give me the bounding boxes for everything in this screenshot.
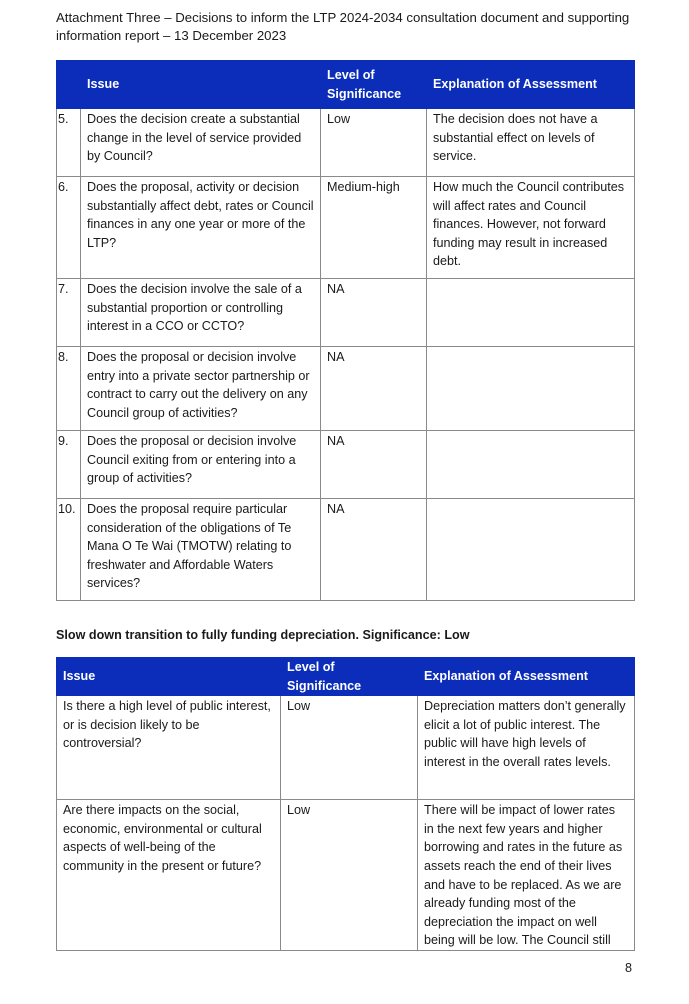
significance-table-2 bbox=[56, 657, 635, 951]
row-level: Medium-high bbox=[321, 177, 427, 279]
table-row bbox=[57, 347, 635, 431]
row-issue: Are there impacts on the social, economic, environmental or cultural aspects of well-being of the community in the present or future? bbox=[57, 800, 281, 951]
row-number: 6. bbox=[57, 177, 81, 279]
row-explanation bbox=[427, 279, 635, 347]
section-heading: Slow down transition to fully funding depreciation. Significance: Low bbox=[56, 628, 470, 642]
row-explanation: How much the Council contributes will affect rates and Council finances. However, not forward funding may result in increased debt. bbox=[427, 177, 635, 279]
row-level: NA bbox=[321, 347, 427, 431]
row-level: Low bbox=[321, 109, 427, 177]
table-row bbox=[57, 431, 635, 499]
row-issue: Does the proposal, activity or decision substantially affect debt, rates or Council finances in any one year or more of the LTP? bbox=[81, 177, 321, 279]
row-number: 9. bbox=[57, 431, 81, 499]
column-header-level: Level of Significance bbox=[321, 61, 427, 109]
row-explanation bbox=[427, 347, 635, 431]
page-number: 8 bbox=[625, 961, 633, 975]
row-number: 10. bbox=[57, 499, 81, 601]
column-header-level: Level of Significance bbox=[281, 658, 418, 696]
table-row bbox=[57, 177, 635, 279]
row-explanation bbox=[427, 431, 635, 499]
column-header-issue: Issue bbox=[81, 61, 321, 109]
table-row bbox=[57, 499, 635, 601]
row-level: NA bbox=[321, 499, 427, 601]
column-header-explanation: Explanation of Assessment bbox=[427, 61, 635, 109]
table-row bbox=[57, 109, 635, 177]
header-line-2: information report – 13 December 2023 bbox=[56, 28, 287, 43]
row-issue: Is there a high level of public interest, or is decision likely to be controversial? bbox=[57, 696, 281, 800]
row-number: 5. bbox=[57, 109, 81, 177]
row-explanation bbox=[427, 499, 635, 601]
row-number: 8. bbox=[57, 347, 81, 431]
row-issue: Does the decision involve the sale of a substantial proportion or controlling interest in a CCO or CCTO? bbox=[81, 279, 321, 347]
column-header-explanation: Explanation of Assessment bbox=[418, 658, 635, 696]
row-level: Low bbox=[281, 696, 418, 800]
table-header-row bbox=[57, 61, 635, 109]
row-level: NA bbox=[321, 279, 427, 347]
column-header-issue: Issue bbox=[57, 658, 281, 696]
row-level: NA bbox=[321, 431, 427, 499]
table-header-row bbox=[57, 658, 635, 696]
column-header-number bbox=[57, 61, 81, 109]
header-line-1: Attachment Three – Decisions to inform the LTP 2024-2034 consultation document and supporting bbox=[56, 10, 630, 25]
significance-table-1 bbox=[56, 60, 635, 601]
row-number: 7. bbox=[57, 279, 81, 347]
row-level: Low bbox=[281, 800, 418, 951]
row-issue: Does the proposal or decision involve entry into a private sector partnership or contract to carry out the delivery on any Council group of activities? bbox=[81, 347, 321, 431]
row-explanation: Depreciation matters don’t generally elicit a lot of public interest. The public will have high levels of interest in the overall rates levels. bbox=[418, 696, 635, 800]
row-explanation: There will be impact of lower rates in the next few years and higher borrowing and rates in the future as assets reach the end of their lives and have to be replaced. As we are already funding most of the depreciation the impact on well being will be low. The Council still bbox=[418, 800, 635, 951]
table-row bbox=[57, 279, 635, 347]
row-issue: Does the decision create a substantial change in the level of service provided by Council? bbox=[81, 109, 321, 177]
row-issue: Does the proposal or decision involve Council exiting from or entering into a group of activities? bbox=[81, 431, 321, 499]
document-header bbox=[56, 9, 656, 45]
table-row bbox=[57, 696, 635, 800]
row-explanation: The decision does not have a substantial effect on levels of service. bbox=[427, 109, 635, 177]
table-row bbox=[57, 800, 635, 951]
row-issue: Does the proposal require particular consideration of the obligations of Te Mana O Te Wai (TMOTW) relating to freshwater and Affordable Waters services? bbox=[81, 499, 321, 601]
